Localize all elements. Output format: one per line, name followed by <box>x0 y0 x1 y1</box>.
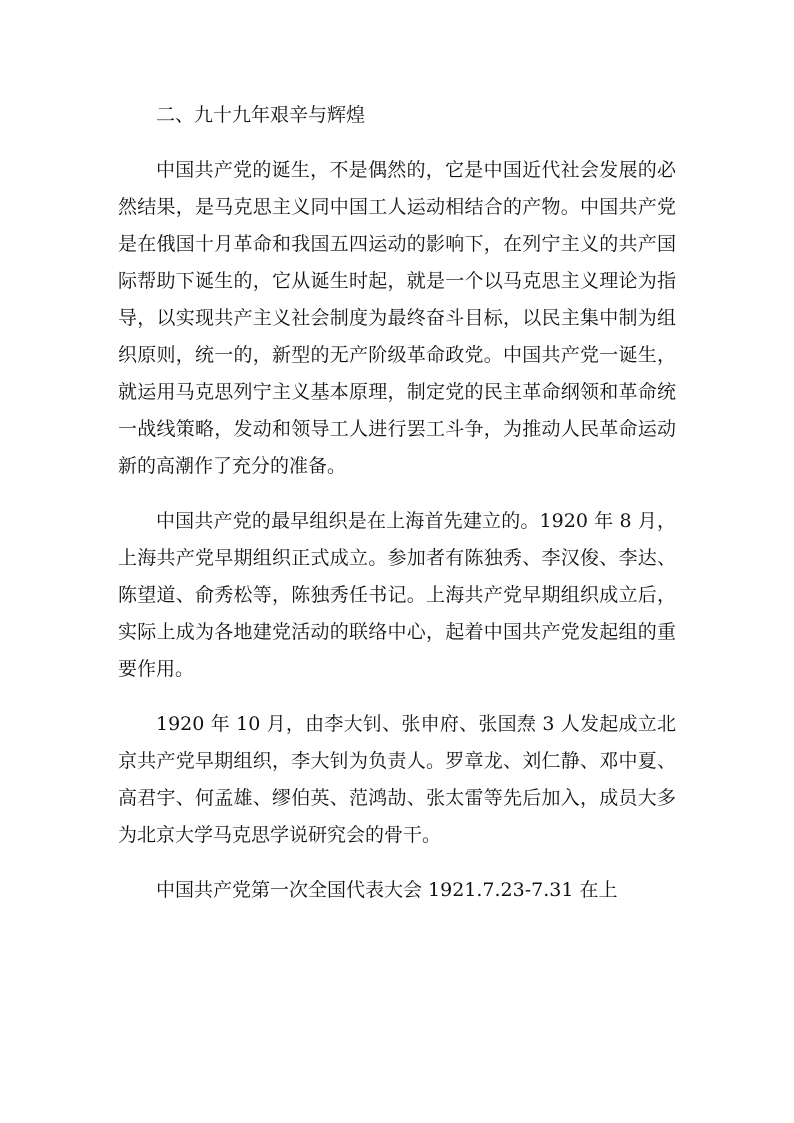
paragraph-shanghai-group: 中国共产党的最早组织是在上海首先建立的。1920 年 8 月，上海共产党早期组织正式成立。参加者有陈独秀、李汉俊、李达、陈望道、俞秀松等，陈独秀任书记。上海共产党早期组织成立后，实际上成为各地建党活动的联络中心，起着中国共产党发起组的重要作用。 <box>118 510 676 680</box>
paragraph-party-founding: 中国共产党的诞生，不是偶然的，它是中国近代社会发展的必然结果，是马克思主义同中国工人运动相结合的产物。中国共产党是在俄国十月革命和我国五四运动的影响下，在列宁主义的共产国际帮助下诞生的，它从诞生时起，就是一个以马克思主义理论为指导，以实现共产主义社会制度为最终奋斗目标，以民主集中制为组织原则，统一的，新型的无产阶级革命政党。中国共产党一诞生，就运用马克思列宁主义基本原理，制定党的民主革命纲领和革命统一战线策略，发动和领导工人进行罢工斗争，为推动人民革命运动新的高潮作了充分的准备。 <box>118 159 676 477</box>
document-body <box>118 97 676 927</box>
paragraph-first-congress: 中国共产党第一次全国代表大会 1921.7.23-7.31 在上 <box>156 879 618 901</box>
paragraph-beijing-group: 1920 年 10 月，由李大钊、张申府、张国焘 3 人发起成立北京共产党早期组织，李大钊为负责人。罗章龙、刘仁静、邓中夏、高君宇、何孟雄、缪伯英、范鸿劼、张太雷等先后加入，成员大多为北京大学马克思学说研究会的骨干。 <box>118 713 676 846</box>
section-heading: 二、九十九年艰辛与辉煌 <box>156 104 366 126</box>
